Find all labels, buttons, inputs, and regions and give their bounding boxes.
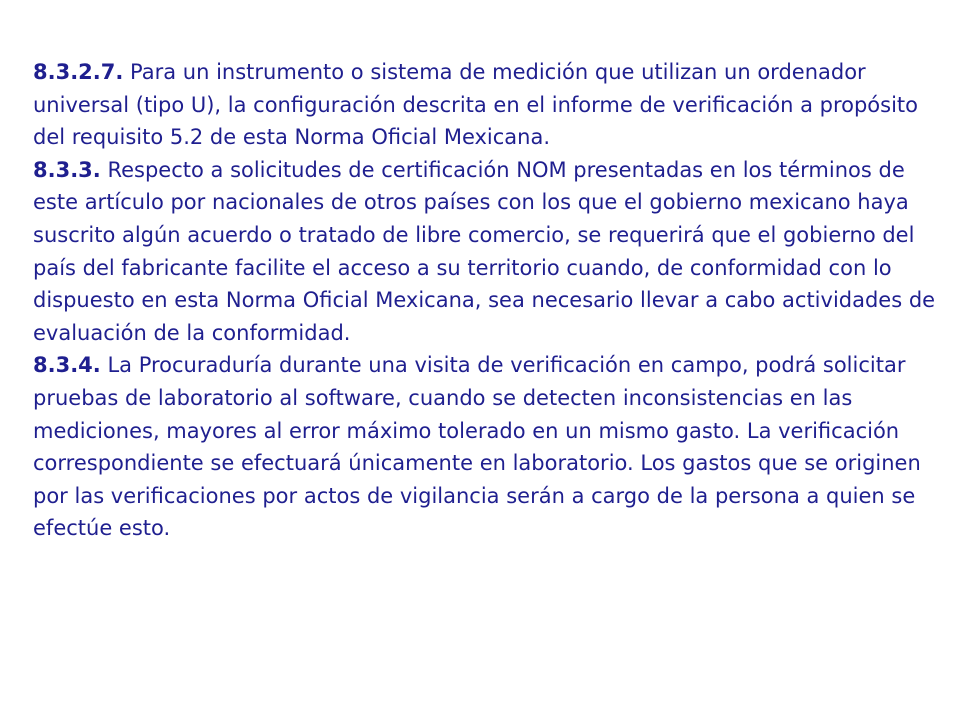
- paragraph-8-3-4: [33, 349, 938, 545]
- paragraph-8-3-2-7: [33, 56, 938, 154]
- paragraph-text: Para un instrumento o sistema de medición que utilizan un ordenador universal (tipo U), la configuración descrita en el informe de verificación a propósito del requisito 5.2 de esta Norma Oficial Mexicana.: [33, 60, 918, 150]
- text-block: [33, 56, 938, 545]
- paragraph-text: La Procuraduría durante una visita de verificación en campo, podrá solicitar pruebas de laboratorio al software, cuando se detecten inconsistencias en las mediciones, mayores al error máximo tolerado en un mismo gasto. La verificación correspondiente se efectuará únicamente en laboratorio. Los gastos que se originen por las verificaciones por actos de vigilancia serán a cargo de la persona a quien se efectúe esto.: [33, 353, 921, 541]
- paragraph-text: Respecto a solicitudes de certificación NOM presentadas en los términos de este artículo por nacionales de otros países con los que el gobierno mexicano haya suscrito algún acuerdo o tratado de libre comercio, se requerirá que el gobierno del país del fabricante facilite el acceso a su territorio cuando, de conformidad con lo dispuesto en esta Norma Oficial Mexicana, sea necesario llevar a cabo actividades de evaluación de la conformidad.: [33, 157, 936, 345]
- section-number: 8.3.4.: [33, 353, 101, 378]
- section-number: 8.3.3.: [33, 157, 101, 182]
- paragraph-8-3-3: [33, 154, 938, 350]
- section-number: 8.3.2.7.: [33, 60, 124, 84]
